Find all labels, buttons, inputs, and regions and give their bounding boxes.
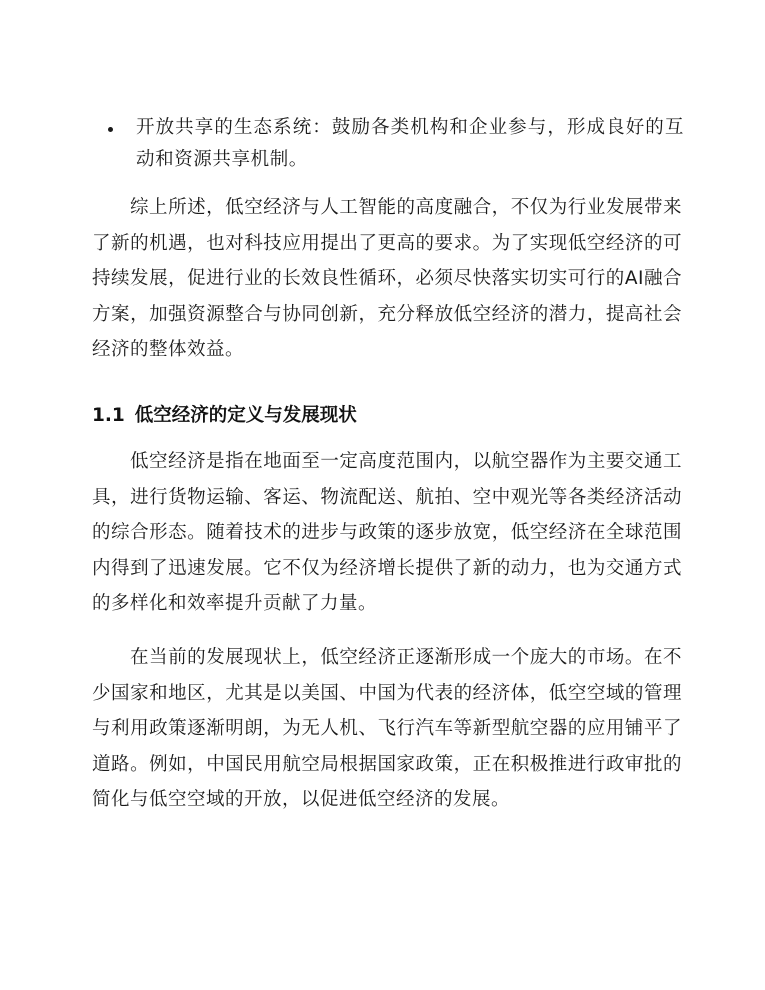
status-paragraph: 在当前的发展现状上，低空经济正逐渐形成一个庞大的市场。在不少国家和地区，尤其是以美国、中国为代表的经济体，低空空域的管理与利用政策逐渐明朗，为无人机、飞行汽车等新型航空器的应用铺平了道路。例如，中国民用航空局根据国家政策，正在积极推进行政审批的简化与低空空域的开放，以促进低空经济的发展。 <box>92 647 682 810</box>
summary-paragraph: 综上所述，低空经济与人工智能的高度融合，不仅为行业发展带来了新的机遇，也对科技应用提出了更高的要求。为了实现低空经济的可持续发展，促进行业的长效良性循环，必须尽快落实切实可行的AI融合方案，加强资源整合与协同创新，充分释放低空经济的潜力，提高社会经济的整体效益。 <box>92 197 682 360</box>
bullet-text: 开放共享的生态系统：鼓励各类机构和企业参与，形成良好的互动和资源共享机制。 <box>136 117 684 170</box>
section-heading <box>92 402 357 430</box>
definition-paragraph: 低空经济是指在地面至一定高度范围内，以航空器作为主要交通工具，进行货物运输、客运、物流配送、航拍、空中观光等各类经济活动的综合形态。随着技术的进步与政策的逐步放宽，低空经济在全球范围内得到了迅速发展。它不仅为经济增长提供了新的动力，也为交通方式的多样化和效率提升贡献了力量。 <box>92 451 682 614</box>
section-title: 低空经济的定义与发展现状 <box>134 405 357 426</box>
bullet-dot-icon <box>108 127 113 132</box>
section-number: 1.1 <box>92 405 125 426</box>
